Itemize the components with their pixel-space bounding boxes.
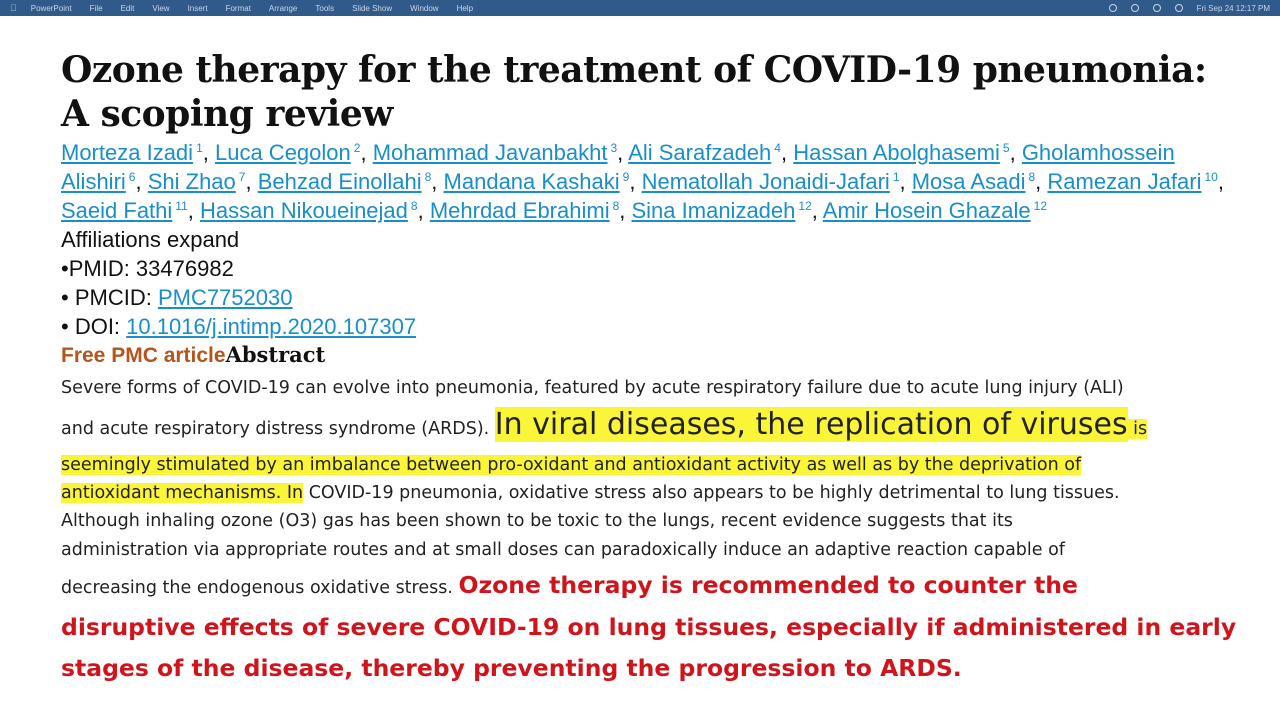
author-list <box>61 138 1241 225</box>
abstract-line <box>61 565 1241 608</box>
menu-item-app[interactable]: PowerPoint <box>24 3 65 13</box>
author-entry <box>642 169 912 194</box>
doi-link[interactable]: 10.1016/j.intimp.2020.107307 <box>126 314 417 339</box>
author-link[interactable]: Mohammad Javanbakht <box>372 140 608 165</box>
affiliation-ref[interactable]: 8 <box>424 169 432 184</box>
highlighted-text: seemingly stimulated by an imbalance between pro-oxidant and antioxidant activity as well as by the deprivation of <box>61 455 1082 475</box>
volume-icon[interactable] <box>1153 4 1161 12</box>
author-separator: , <box>617 140 629 165</box>
author-link[interactable]: Mehrdad Ebrahimi <box>429 198 610 223</box>
author-entry <box>823 198 1047 223</box>
abstract-line: administration via appropriate routes and at small doses can paradoxically induce an adaptive reaction capable of <box>61 540 1065 560</box>
author-separator: , <box>619 198 632 223</box>
author-link[interactable]: Ali Sarafzadeh <box>628 140 772 165</box>
battery-icon[interactable] <box>1175 4 1183 12</box>
author-entry <box>215 140 373 165</box>
menu-item-insert[interactable]: Insert <box>180 3 201 13</box>
emphasis-text: disruptive effects of severe COVID-19 on lung tissues, especially if administered in early <box>61 613 1237 641</box>
author-separator: , <box>899 169 912 194</box>
author-entry <box>444 169 642 194</box>
affiliations-toggle[interactable]: Affiliations expand <box>61 227 240 252</box>
menu-item-file[interactable]: File <box>82 3 96 13</box>
author-separator: , <box>135 169 148 194</box>
emphasis-text: Ozone therapy is recommended to counter the <box>458 571 1078 599</box>
abstract-line <box>61 649 1241 690</box>
author-separator: , <box>245 169 258 194</box>
author-entry <box>430 198 632 223</box>
apple-icon[interactable] <box>10 3 17 13</box>
author-separator: , <box>1009 140 1022 165</box>
author-separator: , <box>202 140 215 165</box>
wifi-icon[interactable] <box>1131 4 1139 12</box>
highlighted-text: In viral diseases, the replication of viruses <box>494 407 1128 442</box>
author-separator: , <box>780 140 794 165</box>
affiliation-ref[interactable]: 11 <box>175 198 188 213</box>
abstract-line: Although inhaling ozone (O3) gas has been shown to be toxic to the lungs, recent evidence suggests that its <box>61 511 1013 531</box>
affiliation-ref[interactable]: 2 <box>353 140 361 155</box>
abstract-line <box>61 479 1241 507</box>
author-entry <box>632 198 823 223</box>
author-entry <box>148 169 258 194</box>
affiliation-ref[interactable]: 1 <box>892 169 900 184</box>
affiliation-ref[interactable]: 6 <box>128 169 136 184</box>
abstract-line <box>61 403 1241 451</box>
affiliation-ref[interactable]: 3 <box>610 140 618 155</box>
article <box>61 48 1241 690</box>
clock[interactable]: Fri Sep 24 12:17 PM <box>1196 3 1270 13</box>
affiliation-ref[interactable]: 8 <box>410 198 418 213</box>
author-link[interactable]: Sina Imanizadeh <box>631 198 796 223</box>
author-link[interactable]: Morteza Izadi <box>61 140 194 165</box>
author-separator: , <box>431 169 444 194</box>
article-title: Ozone therapy for the treatment of COVID-19 pneumonia: A scoping review <box>61 49 1207 135</box>
author-link[interactable]: Mandana Kashaki <box>443 169 620 194</box>
menu-item-tools[interactable]: Tools <box>308 3 328 13</box>
affiliation-ref[interactable]: 12 <box>798 198 812 213</box>
abstract-text: and acute respiratory distress syndrome (ARDS). <box>61 419 495 439</box>
affiliation-ref[interactable]: 7 <box>238 169 246 184</box>
menu-item-edit[interactable]: Edit <box>113 3 128 13</box>
abstract-text: COVID-19 pneumonia, oxidative stress also appears to be highly detrimental to lung tissues. <box>303 483 1120 503</box>
author-entry <box>628 140 793 165</box>
affiliation-ref[interactable]: 8 <box>1028 169 1036 184</box>
abstract-line: Severe forms of COVID-19 can evolve into pneumonia, featured by acute respiratory failure due to acute lung injury (ALI) <box>61 378 1124 398</box>
pmcid-link[interactable]: PMC7752030 <box>157 285 293 310</box>
author-entry <box>1047 169 1224 194</box>
pmcid-label: • PMCID: <box>61 285 158 310</box>
author-separator: , <box>811 198 823 223</box>
abstract-line <box>61 451 1241 479</box>
author-link[interactable]: Ramezan Jafari <box>1047 169 1202 194</box>
free-pmc-badge[interactable]: Free PMC article <box>61 344 226 367</box>
author-entry <box>61 140 215 165</box>
doi <box>61 312 1241 341</box>
author-separator: , <box>1035 169 1048 194</box>
menu-item-arrange[interactable]: Arrange <box>262 3 291 13</box>
author-entry <box>793 140 1022 165</box>
pmid: •PMID: 33476982 <box>61 256 234 281</box>
free-article-row <box>61 341 1241 369</box>
author-entry <box>912 169 1048 194</box>
highlighted-text: is <box>1127 419 1148 439</box>
affiliation-ref[interactable]: 10 <box>1204 169 1218 184</box>
author-link[interactable]: Nematollah Jonaidi-Jafari <box>641 169 890 194</box>
author-link[interactable]: Hassan Nikoueinejad <box>200 198 408 223</box>
affiliation-ref[interactable]: 9 <box>622 169 630 184</box>
affiliation-ref[interactable]: 5 <box>1002 140 1010 155</box>
abstract-body <box>61 373 1241 690</box>
highlighted-text: antioxidant mechanisms. In <box>61 483 304 503</box>
author-entry <box>258 169 444 194</box>
affiliation-ref[interactable]: 1 <box>196 140 203 155</box>
author-link[interactable]: Shi Zhao <box>147 169 236 194</box>
emphasis-text: stages of the disease, thereby preventing the progression to ARDS. <box>61 654 962 682</box>
menu-item-window[interactable]: Window <box>403 3 432 13</box>
author-link[interactable]: Amir Hosein Ghazale <box>822 198 1031 223</box>
author-separator: , <box>417 198 430 223</box>
menu-item-help[interactable]: Help <box>449 3 467 13</box>
menu-item-format[interactable]: Format <box>218 3 245 13</box>
author-link[interactable]: Hassan Abolghasemi <box>793 140 1000 165</box>
author-link[interactable]: Gholamhossein Alishiri <box>61 140 1175 194</box>
pmcid <box>61 283 1241 312</box>
doi-label: • DOI: <box>61 314 127 339</box>
author-separator: , <box>360 140 373 165</box>
author-link[interactable]: Luca Cegolon <box>214 140 351 165</box>
abstract-line <box>61 608 1241 649</box>
author-separator: , <box>187 198 200 223</box>
status-area <box>1109 0 1270 16</box>
author-link[interactable]: Behzad Einollahi <box>257 169 422 194</box>
affiliation-ref[interactable]: 8 <box>612 198 620 213</box>
abstract-text: decreasing the endogenous oxidative stress. <box>61 578 459 598</box>
abstract-heading: Abstract <box>225 342 326 367</box>
affiliation-ref[interactable]: 12 <box>1033 198 1047 213</box>
menu-bar <box>0 0 1280 16</box>
author-separator: , <box>629 169 642 194</box>
affiliation-ref[interactable]: 4 <box>774 140 781 155</box>
author-link[interactable]: Mosa Asadi <box>911 169 1026 194</box>
menu-item-slideshow[interactable]: Slide Show <box>345 3 386 13</box>
author-entry <box>61 198 200 223</box>
author-entry <box>200 198 430 223</box>
menu-item-view[interactable]: View <box>145 3 163 13</box>
author-separator: , <box>1217 169 1224 194</box>
author-link[interactable]: Saeid Fathi <box>61 198 173 223</box>
sync-icon[interactable] <box>1109 4 1117 12</box>
author-entry <box>373 140 629 165</box>
